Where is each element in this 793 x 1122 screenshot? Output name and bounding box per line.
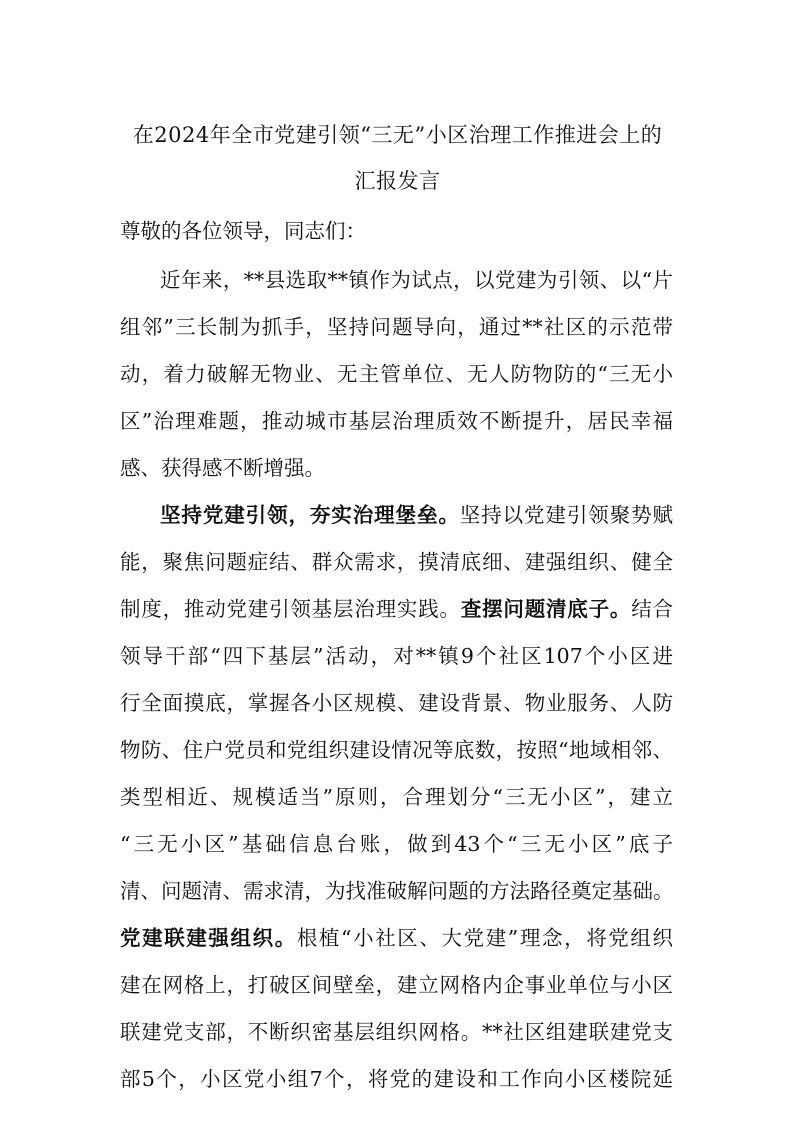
para1-line-4: 区”治理难题，推动城市基层治理质效不断提升，居民幸福 [120, 409, 673, 433]
para1-line-5: 感、获得感不断增强。 [120, 456, 325, 480]
para1-line-3: 动，着力破解无物业、无主管单位、无人防物防的“三无小 [120, 362, 673, 386]
para1-line-2: 组邻”三长制为抓手，坚持问题导向，通过**社区的示范带 [120, 315, 673, 339]
document-title-line-1: 在2024年全市党建引领“三无”小区治理工作推进会上的 [132, 123, 663, 147]
para2-line-9: 清、问题清、需求清，为找准破解问题的方法路径奠定基础。 [120, 879, 674, 903]
para2-line-4: 领导干部“四下基层”活动，对**镇9个社区107个小区进 [120, 644, 673, 668]
section-heading: 坚持党建引领，夯实治理堡垒。 [160, 503, 460, 527]
para2-line-8: “三无小区”基础信息台账，做到43个“三无小区”底子 [120, 832, 673, 856]
para2-line-1-text: 坚持以党建引领聚势赋 [459, 503, 674, 527]
para2-line-6: 物防、住户党员和党组织建设情况等底数，按照“地域相邻、 [120, 738, 673, 762]
para2-line-3-rest: 结合 [631, 597, 674, 621]
para2-line-2: 能，聚焦问题症结、群众需求，摸清底细、建强组织、健全 [120, 550, 673, 574]
para2-line-12: 联建党支部，不断织密基层组织网格。**社区组建联建党支 [120, 1020, 673, 1044]
document-title-line-2: 汇报发言 [354, 169, 441, 193]
subheading-joint-building: 党建联建强组织。 [120, 926, 297, 950]
para2-line-3-text: 制度，推动党建引领基层治理实践。 [120, 597, 461, 621]
para2-line-13: 部5个，小区党小组7个，将党的建设和工作向小区楼院延 [120, 1067, 673, 1091]
para2-line-3 [120, 595, 673, 623]
subheading-check-problems: 查摆问题清底子。 [460, 597, 632, 621]
para2-line-10-text: 根植“小社区、大党建”理念，将党组织 [296, 926, 673, 950]
salutation: 尊敬的各位领导，同志们： [120, 219, 366, 243]
para2-line-10 [120, 924, 673, 952]
para2-line-5: 行全面摸底，掌握各小区规模、建设背景、物业服务、人防 [120, 691, 673, 715]
para2-line-7: 类型相近、规模适当”原则，合理划分“三无小区”，建立 [120, 785, 673, 809]
para2-line-11: 建在网格上，打破区间壁垒，建立网格内企事业单位与小区 [120, 973, 673, 997]
para1-line-1: 近年来，**县选取**镇作为试点，以党建为引领、以“片 [160, 268, 673, 292]
para2-line-1 [160, 501, 673, 529]
